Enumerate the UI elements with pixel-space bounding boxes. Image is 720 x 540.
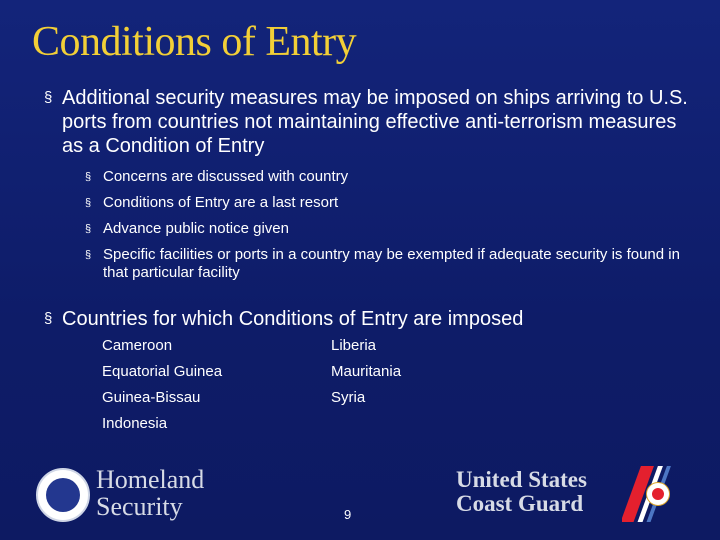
sub-bullet-marker: §: [85, 249, 92, 261]
page-number: 9: [344, 507, 352, 522]
bullet-item: [44, 307, 694, 331]
sub-bullet-item: [85, 246, 685, 282]
coast-guard-emblem-icon: [646, 482, 670, 506]
country-item: Syria: [331, 389, 366, 406]
coast-guard-wordmark: United States Coast Guard: [456, 467, 587, 516]
sub-bullet-marker: §: [85, 197, 92, 209]
bullet-marker: §: [44, 310, 53, 327]
country-item: Cameroon: [102, 337, 173, 354]
bullet-text: Additional security measures may be imposed on ships arriving to U.S. ports from countries not maintaining effective anti-terrorism measures as a Condition of Entry: [62, 87, 688, 157]
sub-bullet-text: Advance public notice given: [103, 220, 289, 237]
country-item: Liberia: [331, 337, 377, 354]
sub-bullet-text: Conditions of Entry are a last resort: [103, 194, 339, 211]
bullet-item: [44, 86, 694, 158]
bullet-marker: §: [44, 89, 53, 106]
homeland-security-logo: [36, 466, 226, 522]
dhs-seal-icon: [36, 468, 90, 522]
bullet-text: Countries for which Conditions of Entry are imposed: [62, 308, 524, 330]
country-item: Guinea-Bissau: [102, 389, 201, 406]
homeland-security-wordmark: Homeland Security: [96, 465, 205, 521]
country-item: Mauritania: [331, 363, 402, 380]
sub-bullet-item: [85, 220, 685, 238]
sub-bullet-marker: §: [85, 223, 92, 235]
sub-bullet-item: [85, 168, 685, 186]
country-item: Indonesia: [102, 415, 168, 432]
sub-bullet-item: [85, 194, 685, 212]
sub-bullet-marker: §: [85, 171, 92, 183]
country-item: Equatorial Guinea: [102, 363, 223, 380]
sub-bullet-text: Concerns are discussed with country: [103, 168, 349, 185]
country-list: [102, 337, 502, 432]
slide-title: Conditions of Entry: [32, 19, 357, 65]
sub-bullet-text: Specific facilities or ports in a country may be exempted if adequate security is found in that particular facility: [103, 246, 680, 281]
sub-bullet-list: [85, 168, 685, 290]
